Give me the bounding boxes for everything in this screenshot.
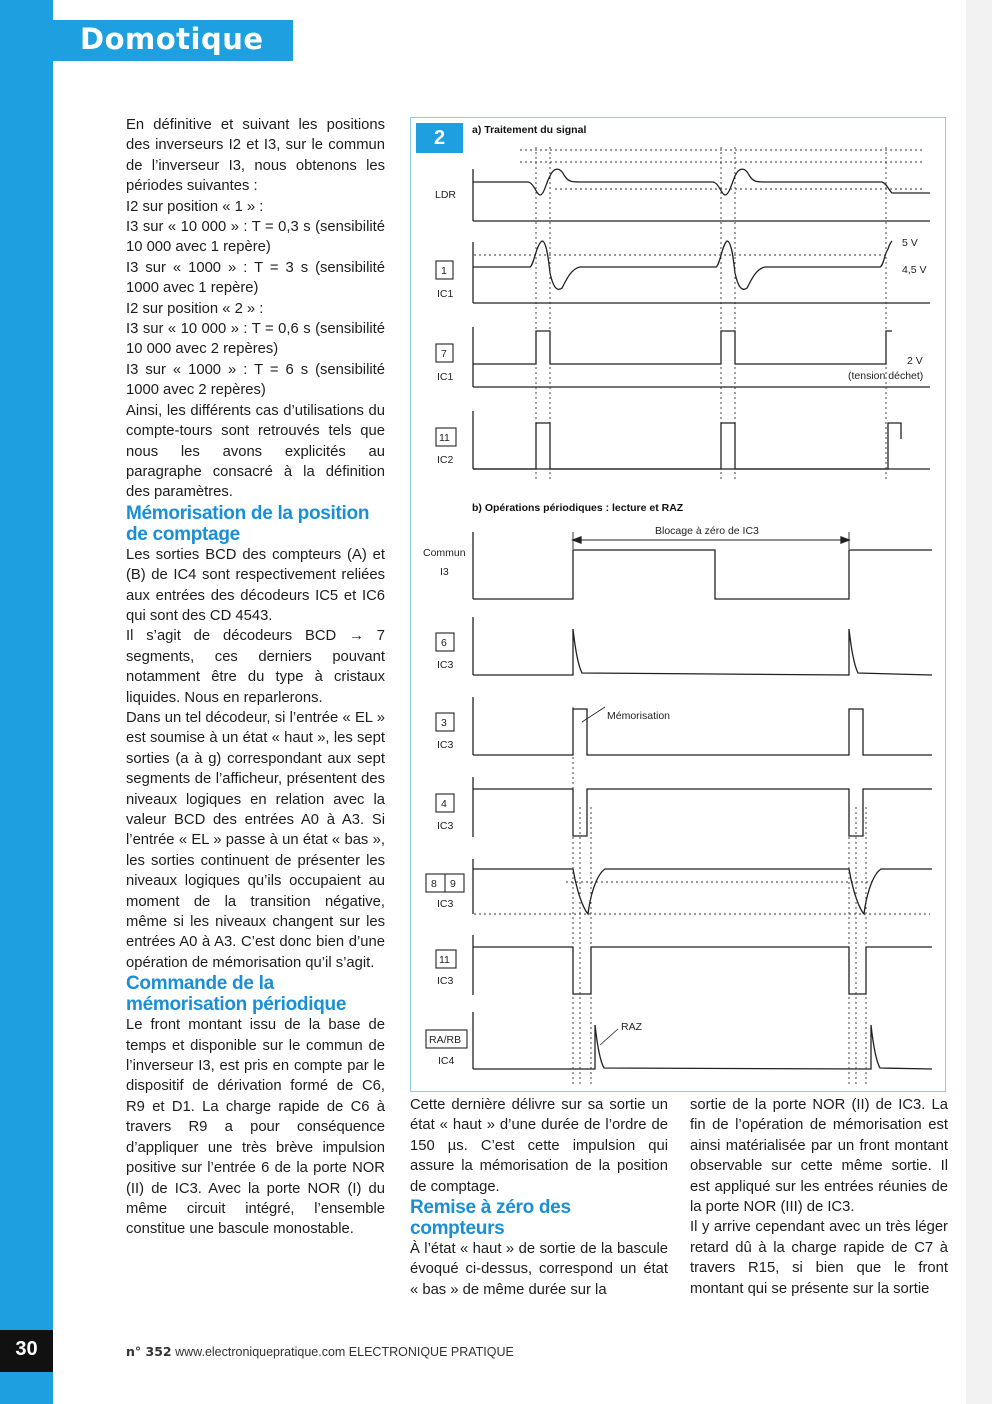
waveform-ic4-rarb [473, 1012, 932, 1069]
waveform-ic3-pin4 [473, 777, 932, 837]
paragraph: En définitive et suivant les positions des inverseurs I2 et I3, sur le commun de l’inverseur I3, nous obtenons les périodes suivantes : [126, 117, 385, 195]
pin-box-ic4-rarb [426, 1030, 467, 1048]
footer-magazine: ELECTRONIQUE PRATIQUE [348, 1345, 514, 1359]
label-ic3-c: IC3 [437, 820, 454, 832]
paragraph: Cette dernière délivre sur sa sortie un état « haut » d’une durée de l’ordre de 150 µs. C’est cette impulsion qui assure la mémorisation de la position de comptage. [410, 1097, 668, 1195]
paragraph: sortie de la porte NOR (II) de IC3. La fin de l’opération de mémorisation est ainsi matérialisée par un front montant observable sur cette même sortie. Il est appliqué sur les entrées réunies de la porte NOR (III) de IC3. [690, 1097, 948, 1216]
waveform-ic3-pin8-9 [473, 859, 932, 914]
paragraph: Le front montant issu de la base de temps et disponible sur le commun de l’inverseur I3, est pris en compte par le dispositif de dérivation formé de C6, R9 et D1. La charge rapide de C6 à travers R9 a pour conséquence d’appliquer une très brève impulsion positive sur l’entrée 6 de la porte NOR (II) de IC3. Avec la porte NOR (I) du même circuit intégré, l’ensemble constitue une bascule monostable. [126, 1017, 385, 1238]
pin-box-ic3-4 [436, 794, 454, 812]
svg-text:RA/RB: RA/RB [429, 1034, 462, 1046]
waveform-ic2-pin11 [473, 411, 930, 469]
figure-number: 2 [416, 123, 463, 153]
section-heading: Remise à zéro des compteurs [410, 1197, 571, 1240]
left-color-bar [0, 0, 53, 1404]
label-raz: RAZ [621, 1021, 642, 1033]
waveform-commun-i3 [473, 532, 932, 599]
waveform-ic3-pin6 [473, 617, 932, 675]
label-ic3-a: IC3 [437, 659, 454, 671]
label-i3: I3 [440, 566, 449, 578]
paragraph: I3 sur « 1000 » : T = 3 s (sensibilité 1000 avec 1 repère) [126, 259, 385, 297]
footer-url: www.electroniquepratique.com [175, 1345, 346, 1359]
label-memorisation: Mémorisation [607, 710, 671, 722]
left-column [126, 115, 385, 1240]
label-ic2: IC2 [437, 454, 454, 466]
pin-box-ic1-7 [436, 344, 453, 362]
pin-box-ic3-8-9 [426, 874, 464, 892]
section-title: Domotique [80, 22, 264, 56]
paragraph: Il s’agit de décodeurs BCD → 7 segments, ces derniers pouvant notamment être du type à cristaux liquides. Nous en reparlerons. [126, 628, 385, 706]
label-tension-dechet: (tension déchet) [848, 370, 924, 382]
pin-box-ic3-6 [436, 633, 454, 651]
svg-text:6: 6 [441, 637, 447, 649]
pin-box-ic2-11 [436, 428, 456, 446]
svg-text:7: 7 [441, 348, 447, 360]
pin-box-ic1-1 [436, 261, 453, 279]
paragraph: I3 sur « 1000 » : T = 6 s (sensibilité 1000 avec 2 repères) [126, 361, 385, 399]
paragraph: À l’état « haut » de sortie de la bascule évoqué ci-dessus, correspond un état « bas » de même durée sur la [410, 1241, 668, 1298]
right-column [690, 1095, 948, 1299]
figure-title-a: a) Traitement du signal [472, 124, 587, 136]
guide-lines-a [474, 147, 922, 482]
page-edge [966, 0, 992, 1404]
paragraph: Ainsi, les différents cas d’utilisations du compte-tours sont retrouvés tels que nous les avons explicités au paragraphe consacré à la définition des paramètres. [126, 402, 385, 501]
figure-title-b: b) Opérations périodiques : lecture et RAZ [472, 502, 684, 514]
label-ic1-a: IC1 [437, 288, 454, 300]
label-ic3-e: IC3 [437, 975, 454, 987]
waveform-ic1-pin1 [473, 241, 930, 303]
guide-lines-b [474, 707, 930, 1087]
label-commun: Commun [423, 547, 466, 559]
label-ic1-b: IC1 [437, 371, 454, 383]
label-4-5v: 4,5 V [902, 264, 927, 276]
svg-text:4: 4 [441, 798, 447, 810]
pin-box-ic3-3 [436, 713, 454, 731]
label-5v: 5 V [902, 237, 918, 249]
page-number: 30 [15, 1338, 38, 1360]
svg-text:11: 11 [439, 954, 450, 966]
label-ic3-b: IC3 [437, 739, 454, 751]
paragraph: Dans un tel décodeur, si l’entrée « EL » est soumise à un état « haut », les sept sorties (a à g) correspondant aux sept segments de l’afficheur, présentent des niveaux logiques en relation avec la valeur BCD des entrées A0 à A3. Si l’entrée « EL » passe à un état « bas », les sorties continuent de présenter les niveaux logiques qu’ils occupaient au moment de la transition négative, même si les niveaux changent sur les entrées A0 à A3. C’est donc bien d’une opération de mémorisation qu’il s’agit. [126, 709, 385, 971]
label-2v: 2 V [907, 355, 923, 367]
middle-column [410, 1095, 668, 1300]
waveform-ic3-pin3 [473, 697, 932, 755]
footer [126, 1344, 514, 1359]
svg-text:11: 11 [439, 432, 450, 444]
label-ic3-d: IC3 [437, 898, 454, 910]
svg-text:1: 1 [441, 265, 447, 277]
timing-diagram [410, 117, 946, 1092]
issue-number: n° 352 [126, 1344, 172, 1359]
label-blocage: Blocage à zéro de IC3 [655, 525, 759, 537]
waveform-ic3-pin11 [473, 935, 932, 995]
paragraph: I2 sur position « 2 » : [126, 300, 264, 317]
section-heading: Mémorisation de la position de comptage [126, 502, 370, 545]
svg-text:3: 3 [441, 717, 447, 729]
waveform-ldr [473, 169, 930, 221]
paragraph: Il y arrive cependant avec un très léger retard dû à la charge rapide de C7 à travers R15, si bien que le front montant qui se présente sur la sortie [690, 1219, 948, 1297]
label-ic4: IC4 [438, 1055, 455, 1067]
section-heading: Commande de la mémorisation périodique [126, 973, 347, 1016]
paragraph: I3 sur « 10 000 » : T = 0,3 s (sensibilité 10 000 avec 1 repère) [126, 219, 385, 256]
pin-box-ic3-11 [436, 950, 456, 968]
paragraph: I3 sur « 10 000 » : T = 0,6 s (sensibilité 10 000 avec 2 repères) [126, 321, 385, 358]
paragraph: Les sorties BCD des compteurs (A) et (B) de IC4 sont respectivement reliées aux entrées des décodeurs IC5 et IC6 qui sont des CD 4543. [126, 546, 385, 624]
paragraph: I2 sur position « 1 » : [126, 198, 264, 215]
label-ldr: LDR [435, 189, 457, 201]
svg-text:8: 8 [431, 878, 437, 890]
svg-text:9: 9 [450, 878, 456, 890]
